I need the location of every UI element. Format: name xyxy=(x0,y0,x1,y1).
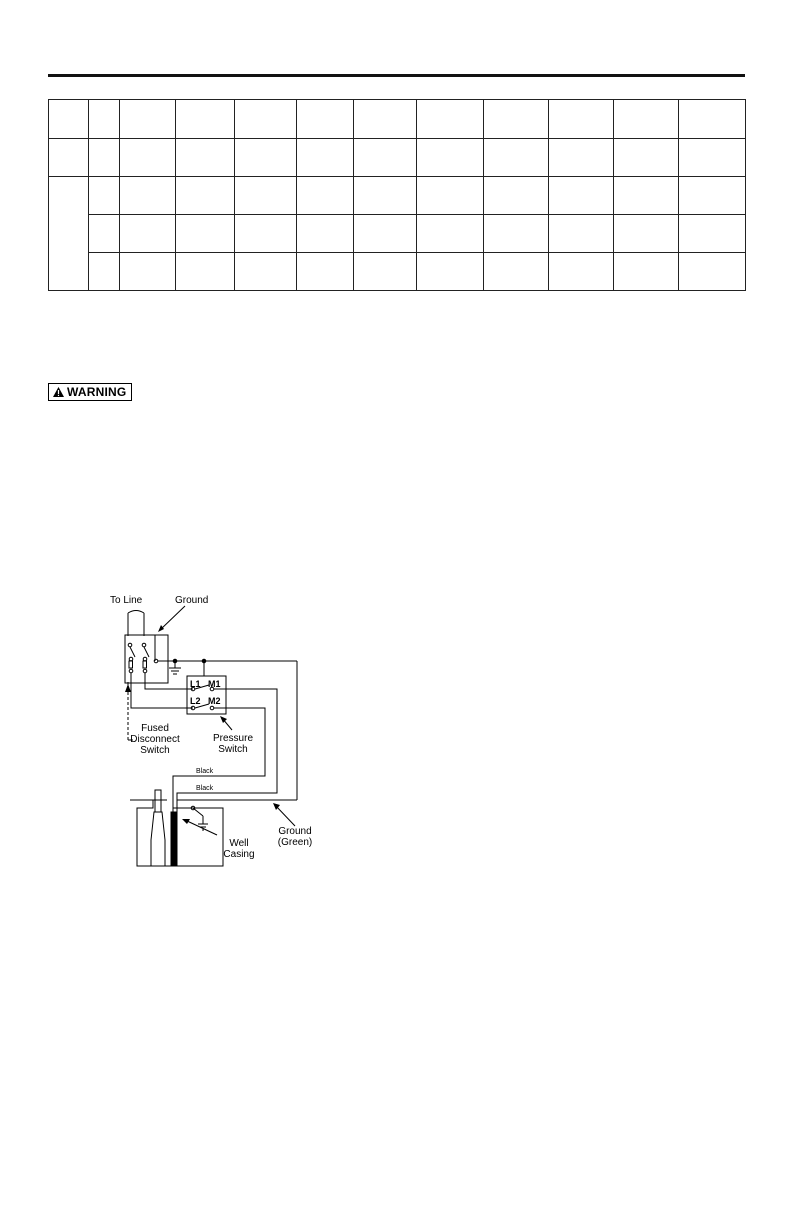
line-brace xyxy=(128,611,144,614)
ground-green-arrow xyxy=(275,805,295,826)
switch-blade xyxy=(144,647,149,657)
table-cell xyxy=(549,139,614,177)
table-cell xyxy=(614,100,679,139)
table-cell xyxy=(484,139,549,177)
ground-green-label-1: Ground xyxy=(278,826,312,837)
table-cell xyxy=(417,139,484,177)
fuse-icon xyxy=(129,661,133,668)
table-cell xyxy=(89,253,120,291)
table-cell xyxy=(297,100,354,139)
terminal xyxy=(142,643,146,647)
m2-label: M2 xyxy=(208,696,221,706)
table-cell xyxy=(235,139,297,177)
table-cell xyxy=(484,100,549,139)
table-cell xyxy=(120,253,176,291)
wire-l2 xyxy=(131,673,193,708)
terminal xyxy=(143,657,147,661)
table-cell xyxy=(297,253,354,291)
table-cell xyxy=(49,100,89,139)
table-cell xyxy=(549,215,614,253)
ground-green-label-2: (Green) xyxy=(277,837,313,848)
table-cell xyxy=(89,215,120,253)
table-cell xyxy=(484,177,549,215)
table-cell xyxy=(679,100,746,139)
well-callout-arrow xyxy=(185,820,217,835)
table-cell xyxy=(235,177,297,215)
pressure-label-1: Pressure xyxy=(212,733,254,744)
table-cell xyxy=(235,215,297,253)
table-cell xyxy=(549,100,614,139)
warning-label: WARNING xyxy=(67,385,127,399)
table-cell-merged xyxy=(49,177,89,291)
table-cell xyxy=(176,100,235,139)
table-cell xyxy=(679,253,746,291)
ground-lead-well xyxy=(193,808,203,816)
table-cell xyxy=(354,253,417,291)
wire-black-1 xyxy=(173,708,265,812)
table-cell xyxy=(614,177,679,215)
terminal xyxy=(129,669,133,673)
top-rule xyxy=(48,74,745,77)
fused-label-2: Disconnect xyxy=(130,734,180,745)
to-line-label: To Line xyxy=(110,595,143,606)
table-cell xyxy=(176,139,235,177)
table-row xyxy=(49,253,746,291)
ground-arrow xyxy=(160,606,185,630)
table-cell xyxy=(354,139,417,177)
ground-top-label: Ground xyxy=(175,595,209,606)
table-cell xyxy=(679,177,746,215)
table-cell xyxy=(120,100,176,139)
well-label-1: Well xyxy=(229,838,249,849)
table-cell xyxy=(297,177,354,215)
table-cell xyxy=(297,139,354,177)
switch-blade xyxy=(130,647,135,657)
spec-table xyxy=(48,99,746,291)
table-cell xyxy=(120,177,176,215)
table-cell xyxy=(176,215,235,253)
table-cell xyxy=(89,100,120,139)
table-cell xyxy=(417,100,484,139)
table-row xyxy=(49,177,746,215)
terminal xyxy=(129,657,133,661)
warning-badge xyxy=(48,383,132,401)
table-cell xyxy=(614,139,679,177)
table-cell xyxy=(49,139,89,177)
table-cell xyxy=(679,215,746,253)
table-cell xyxy=(484,253,549,291)
well-pipe xyxy=(155,790,161,812)
fuse-icon xyxy=(143,661,147,668)
table-cell xyxy=(235,100,297,139)
fused-label-1: Fused xyxy=(141,723,169,734)
table-cell xyxy=(89,177,120,215)
table-cell xyxy=(417,177,484,215)
m1-label: M1 xyxy=(208,679,221,689)
table-cell xyxy=(614,215,679,253)
table-cell xyxy=(354,100,417,139)
table-cell xyxy=(614,253,679,291)
table-cell xyxy=(679,139,746,177)
black-label-2: Black xyxy=(196,785,214,792)
terminal xyxy=(143,669,147,673)
terminal xyxy=(128,643,132,647)
l1-label: L1 xyxy=(190,679,201,689)
table-cell xyxy=(484,215,549,253)
black-label-1: Black xyxy=(196,768,214,775)
warning-triangle-icon xyxy=(53,387,64,397)
pressure-label-2: Switch xyxy=(218,744,248,755)
table-cell xyxy=(176,177,235,215)
drop-cable xyxy=(171,812,177,866)
table-row xyxy=(49,139,746,177)
table-cell xyxy=(120,215,176,253)
table-cell xyxy=(89,139,120,177)
well-label-2: Casing xyxy=(223,849,255,860)
table-cell xyxy=(120,139,176,177)
table-cell xyxy=(297,215,354,253)
fused-callout-arrowhead xyxy=(125,684,131,692)
wire-l1 xyxy=(145,673,193,689)
table-row xyxy=(49,100,746,139)
table-cell xyxy=(549,253,614,291)
table-cell xyxy=(417,215,484,253)
table-cell xyxy=(176,253,235,291)
terminal xyxy=(210,706,214,710)
wiring-diagram xyxy=(105,590,345,880)
fused-label-3: Switch xyxy=(140,745,170,756)
table-cell xyxy=(354,215,417,253)
table-cell xyxy=(235,253,297,291)
table-row xyxy=(49,215,746,253)
pump-body xyxy=(151,812,165,866)
table-cell xyxy=(354,177,417,215)
table-cell xyxy=(417,253,484,291)
l2-label: L2 xyxy=(190,696,201,706)
pressure-callout-arrowhead xyxy=(220,716,227,723)
ground-arrowhead xyxy=(158,625,164,632)
table-cell xyxy=(549,177,614,215)
